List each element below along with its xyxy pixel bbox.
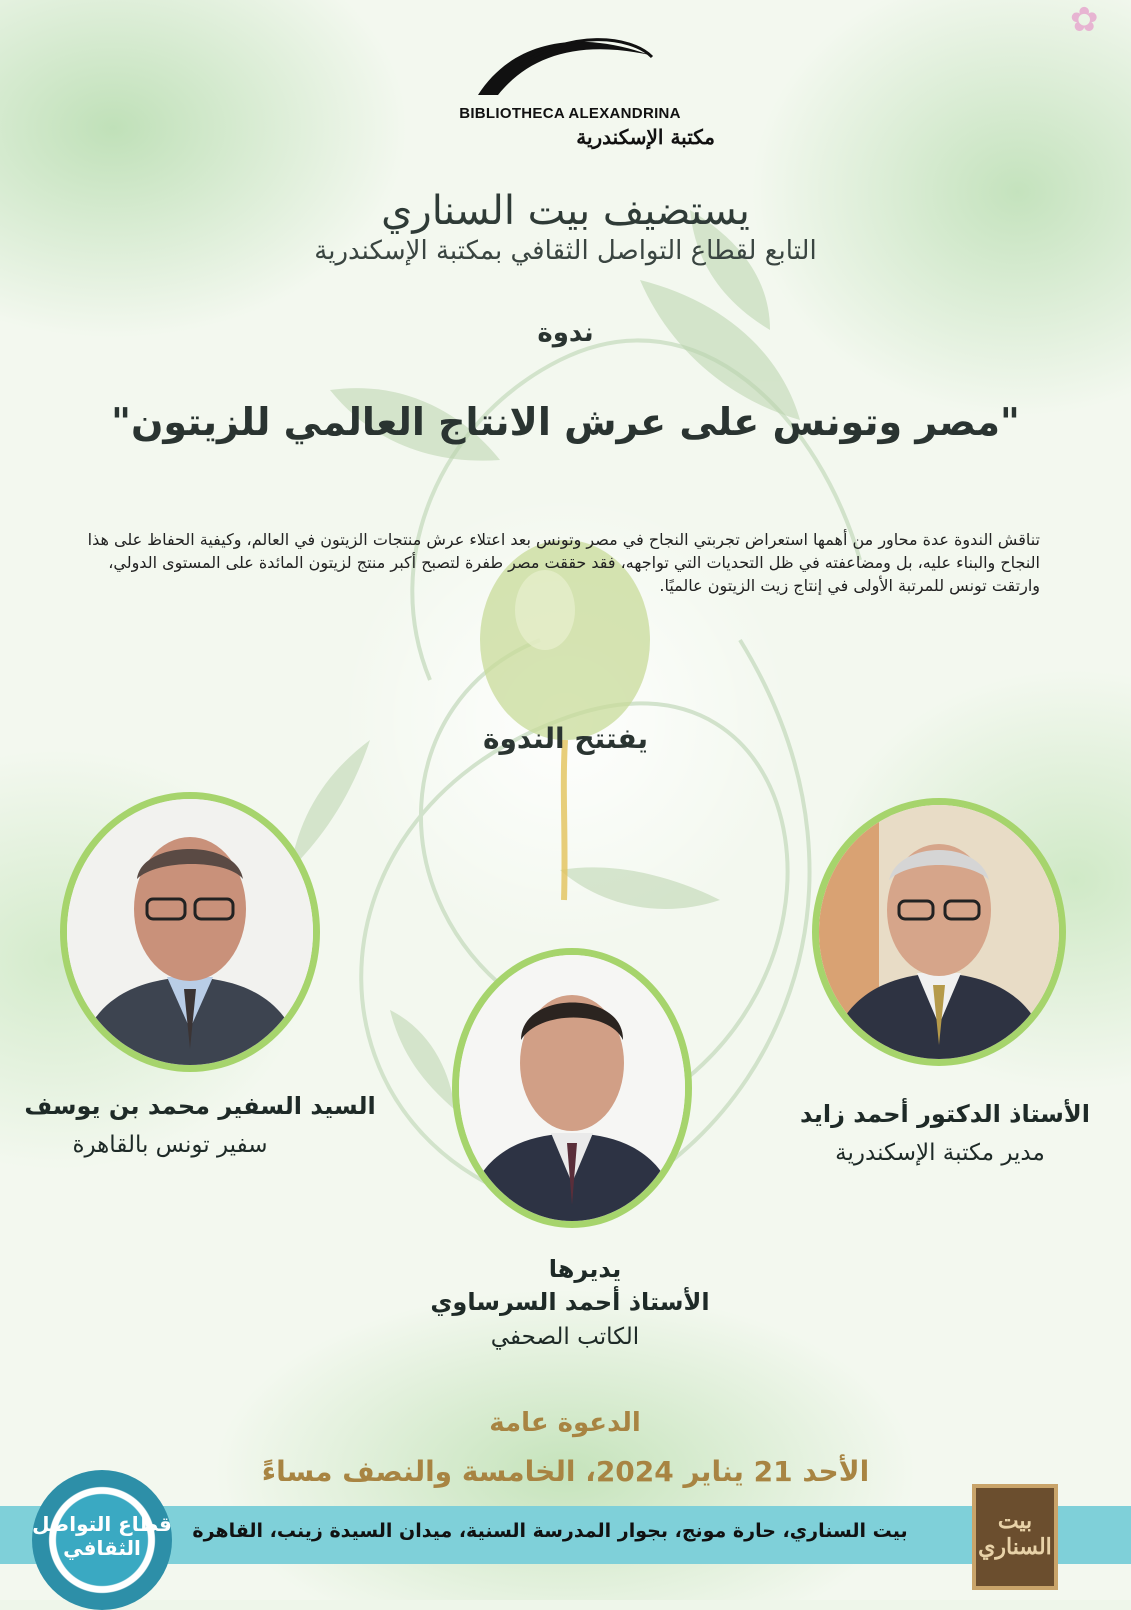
person-avatar-icon (819, 805, 1059, 1059)
cultural-outreach-badge-text: قطاع التواصل الثقافي (32, 1512, 172, 1560)
flower-icon: ✿ (1070, 0, 1099, 40)
speaker-right-name: الأستاذ الدكتور أحمد زايد (799, 1100, 1090, 1128)
speaker-photo-left (60, 792, 320, 1072)
beit-el-sennari-logo-text: بيت السناري (978, 1508, 1052, 1560)
event-type: ندوة (537, 318, 594, 348)
logo-name-en: BIBLIOTHECA ALEXANDRINA (459, 105, 681, 122)
host-subheading: التابع لقطاع التواصل الثقافي بمكتبة الإسكندرية (314, 236, 817, 266)
moderator-name: الأستاذ أحمد السرساوي (430, 1288, 710, 1316)
host-heading: يستضيف بيت السناري (381, 188, 750, 234)
opening-label: يفتتح الندوة (482, 722, 649, 755)
event-date: الأحد 21 يناير 2024، الخامسة والنصف مساءً (261, 1455, 870, 1488)
bibliotheca-logo (420, 25, 720, 155)
moderator-role: الكاتب الصحفي (490, 1324, 640, 1350)
moderator-photo (452, 948, 692, 1228)
moderator-label: يديرها (548, 1255, 622, 1283)
person-avatar-icon (67, 799, 313, 1065)
event-description: تناقش الندوة عدة محاور من أهمها استعراض تجربتي النجاح في مصر وتونس بعد اعتلاء عرش منتجات الزيتون في العالم، وكيفية الحفاظ على هذا النجاح والبناء عليه، بل ومضاعفته في ظل التحديات التي تواجهه، فقد حققت مصر طفرة لتصبح أكبر منتج لزيتون المائدة على المستوى الدولي، وارتقت تونس للمرتبة الأولى في إنتاج زيت الزيتون عالميًا. (87, 530, 1040, 595)
speaker-left-role: سفير تونس بالقاهرة (72, 1132, 268, 1158)
invitation-text: الدعوة عامة (489, 1408, 641, 1438)
event-title: "مصر وتونس على عرش الانتاج العالمي للزيتون" (111, 400, 1020, 444)
person-avatar-icon (459, 955, 685, 1221)
speaker-left-name: السيد السفير محمد بن يوسف (24, 1092, 376, 1120)
speaker-photo-right (812, 798, 1066, 1066)
speaker-right-role: مدير مكتبة الإسكندرية (835, 1140, 1045, 1166)
logo-arc-icon (420, 25, 720, 105)
beit-el-sennari-logo (972, 1484, 1058, 1590)
cultural-outreach-badge (32, 1470, 172, 1610)
logo-name-ar: مكتبة الإسكندرية (576, 125, 715, 149)
event-address: بيت السناري، حارة مونج، بجوار المدرسة السنية، ميدان السيدة زينب، القاهرة (192, 1520, 908, 1542)
